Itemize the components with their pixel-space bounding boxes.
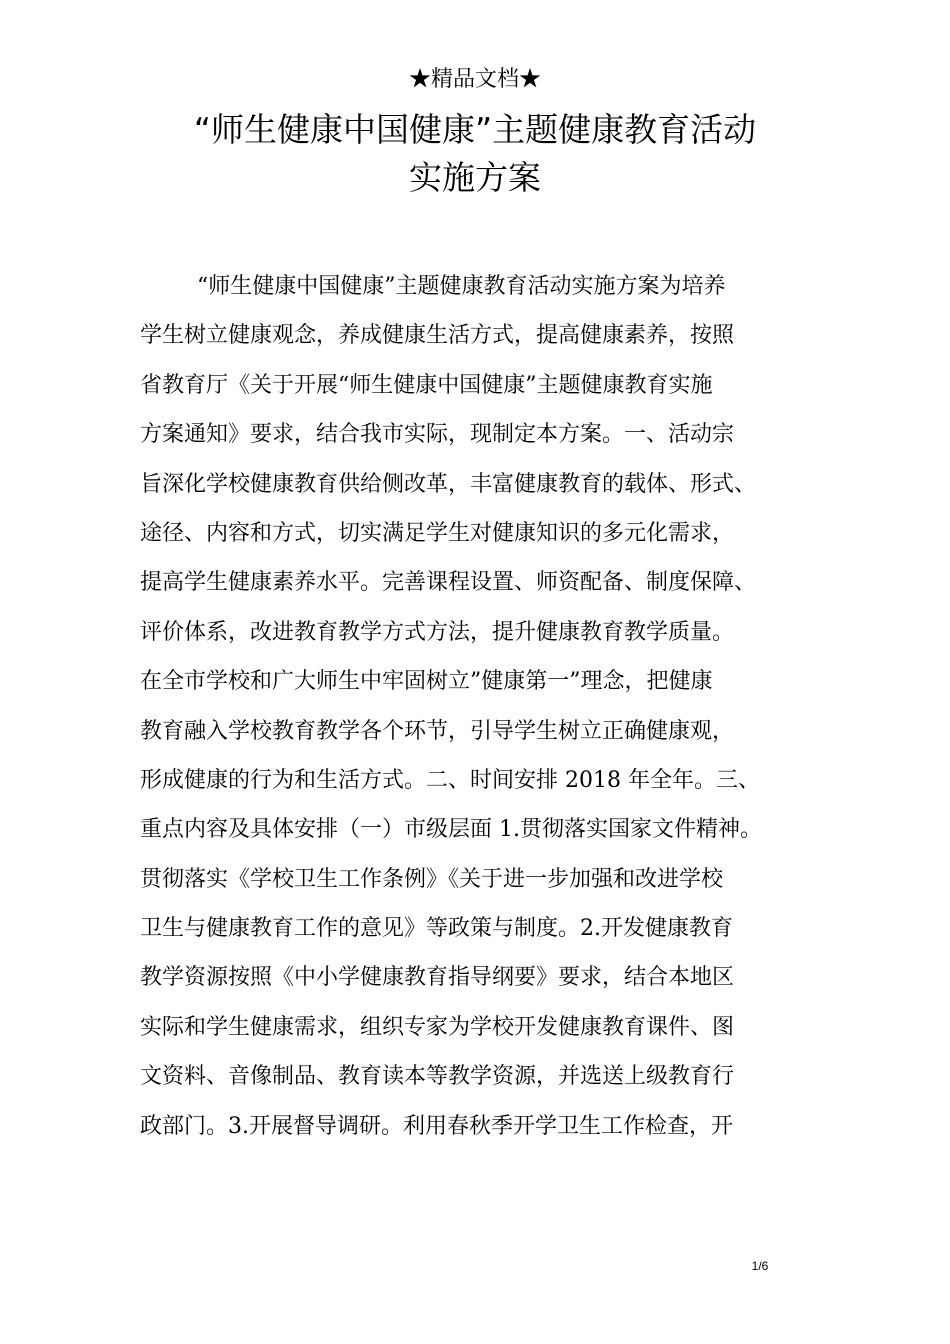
body-line: 省教育厅《关于开展“师生健康中国健康”主题健康教育实施	[140, 372, 713, 398]
body-line: 方案通知》要求，结合我市实际，现制定本方案。一、活动宗	[140, 422, 735, 448]
body-line: 教学资源按照《中小学健康教育指导纲要》要求，结合本地区	[140, 965, 735, 991]
body-line: 评价体系，改进教育教学方式方法，提升健康教育教学质量。	[140, 619, 735, 645]
title-line-1: “师生健康中国健康”主题健康教育活动	[193, 110, 757, 149]
body-line: 形成健康的行为和生活方式。二、时间安排 2018 年全年。三、	[140, 767, 760, 793]
body-line: 学生树立健康观念，养成健康生活方式，提高健康素养，按照	[140, 323, 735, 349]
body-line: 途径、内容和方式，切实满足学生对健康知识的多元化需求，	[140, 520, 735, 546]
body-line: “师生健康中国健康”主题健康教育活动实施方案为培养	[197, 274, 726, 299]
body-line: 卫生与健康教育工作的意见》等政策与制度。2.开发健康教育	[140, 916, 733, 942]
body-line: 文资料、音像制品、教育读本等教学资源，并选送上级教育行	[140, 1064, 735, 1090]
body-line: 实际和学生健康需求，组织专家为学校开发健康教育课件、图	[140, 1014, 735, 1040]
body-line: 政部门。3.开展督导调研。利用春秋季开学卫生工作检查，开	[140, 1113, 733, 1139]
document-title	[60, 106, 890, 202]
body-line: 贯彻落实《学校卫生工作条例》《关于进一步加强和改进学校	[140, 866, 724, 892]
body-paragraph	[140, 262, 830, 1151]
body-line: 旨深化学校健康教育供给侧改革，丰富健康教育的载体、形式、	[140, 471, 757, 497]
title-line-2: 实施方案	[409, 158, 541, 197]
body-line: 提高学生健康素养水平。完善课程设置、师资配备、制度保障、	[140, 570, 757, 596]
body-line: 重点内容及具体安排（一）市级层面 1.贯彻落实国家文件精神。	[140, 817, 762, 843]
body-line: 教育融入学校教育教学各个环节，引导学生树立正确健康观，	[140, 718, 735, 744]
header-mark: ★精品文档★	[408, 67, 541, 92]
body-line: 在全市学校和广大师生中牢固树立”健康第一”理念，把健康	[140, 669, 713, 695]
page-number: 1/6	[751, 1259, 769, 1273]
